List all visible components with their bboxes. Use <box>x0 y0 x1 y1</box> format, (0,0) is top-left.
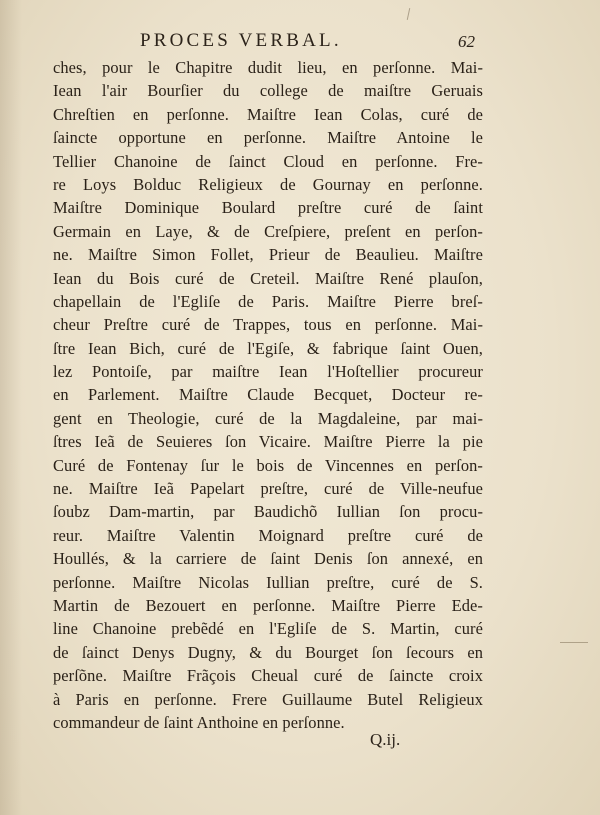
text-line: Chreſtien en perſonne. Maiſtre Iean Colas, curé de <box>53 104 483 124</box>
text-line: Houllés, & la carriere de ſaint Denis ſon annexé, en <box>53 549 483 569</box>
text-line: Curé de Fontenay ſur le bois de Vincennes en perſon- <box>53 455 483 475</box>
text-line: ſaincte opportune en perſonne. Maiſtre Antoine le <box>53 128 483 148</box>
ink-mark <box>407 8 410 20</box>
text-line: en Parlement. Maiſtre Claude Becquet, Docteur re- <box>53 385 483 405</box>
running-head <box>0 30 600 54</box>
text-line: reur. Maiſtre Valentin Moignard preſtre curé de <box>53 525 483 545</box>
text-line: gent en Theologie, curé de la Magdaleine, par mai- <box>53 408 483 428</box>
catchword: Q.ij. <box>370 730 401 749</box>
text-line: line Chanoine prebẽdé en l'Egliſe de S. Martin, curé <box>53 619 483 639</box>
text-line: re Loys Bolduc Religieux de Gournay en perſonne. <box>53 174 483 194</box>
text-line: ches, pour le Chapitre dudit lieu, en perſonne. Mai- <box>53 58 483 77</box>
text-line: de ſainct Denys Dugny, & du Bourget ſon ſecours en <box>53 642 483 662</box>
text-line: ſoubz Dam-martin, par Baudichõ Iullian ſon procu- <box>53 502 483 522</box>
text-line: Iean du Bois curé de Creteil. Maiſtre René plauſon, <box>53 268 483 288</box>
text-line: commandeur de ſaint Anthoine en perſonne. <box>53 712 345 732</box>
text-line: Iean l'air Bourſier du college de maiſtre Geruais <box>53 81 483 101</box>
text-line: ſtres Ieã de Seuieres ſon Vicaire. Maiſtre Pierre la pie <box>53 432 483 452</box>
text-line: ne. Maiſtre Simon Follet, Prieur de Beaulieu. Maiſtre <box>53 245 483 265</box>
text-line: cheur Preſtre curé de Trappes, tous en perſonne. Mai- <box>53 315 483 335</box>
text-line: perſõne. Maiſtre Frãçois Cheual curé de ſaincte croix <box>53 666 483 686</box>
running-head-title: PROCES VERBAL. <box>140 30 342 51</box>
text-line: Maiſtre Dominique Boulard preſtre curé de ſaint <box>53 198 483 218</box>
text-line: Martin de Bezouert en perſonne. Maiſtre Pierre Ede- <box>53 595 483 615</box>
text-line: ne. Maiſtre Ieã Papelart preſtre, curé de Ville-neufue <box>53 479 483 499</box>
margin-rule <box>560 642 588 643</box>
text-line: lez Pontoiſe, par maiſtre Iean l'Hoſtellier procureur <box>53 362 483 382</box>
page-number: 62 <box>458 32 475 51</box>
text-line: à Paris en perſonne. Frere Guillaume Butel Religieux <box>53 689 483 709</box>
body-text <box>53 56 483 734</box>
text-line: ſtre Iean Bich, curé de l'Egiſe, & fabrique ſaint Ouen, <box>53 338 483 358</box>
text-line: Germain en Laye, & de Creſpiere, preſent en perſon- <box>53 221 483 241</box>
text-line: chapellain de l'Egliſe de Paris. Maiſtre Pierre breſ- <box>53 291 483 311</box>
text-line: perſonne. Maiſtre Nicolas Iullian preſtre, curé de S. <box>53 572 483 592</box>
text-line: Tellier Chanoine de ſainct Cloud en perſonne. Fre- <box>53 151 483 171</box>
